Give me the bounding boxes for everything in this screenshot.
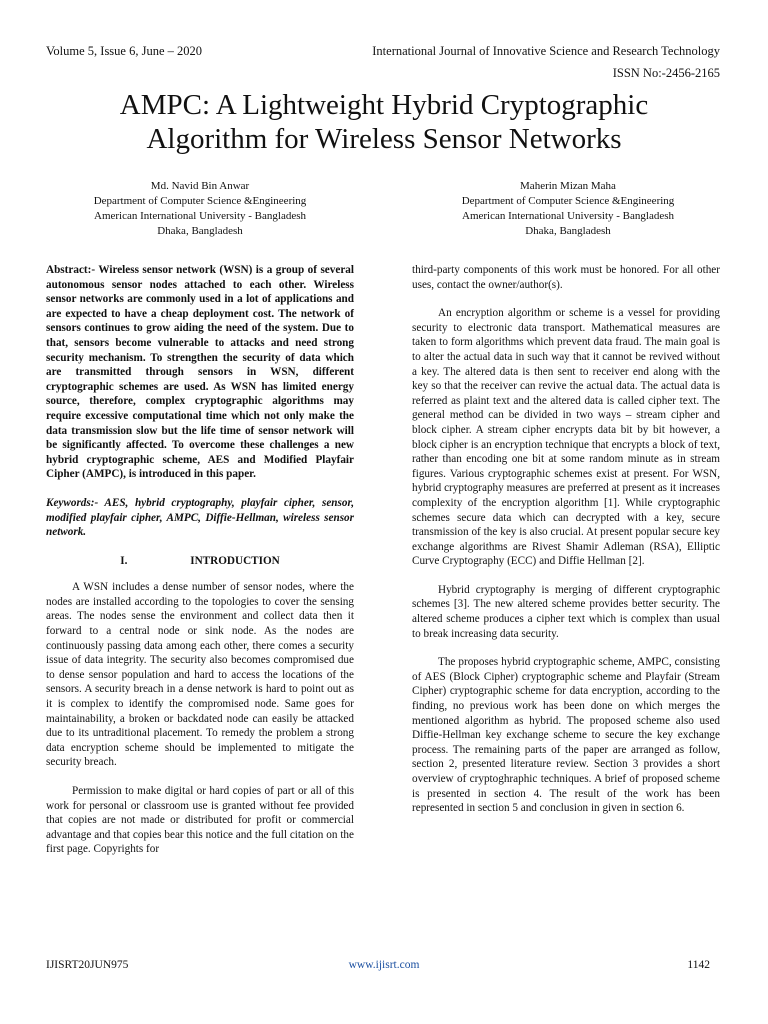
author-name: Md. Navid Bin Anwar xyxy=(150,180,250,192)
volume-issue: Volume 5, Issue 6, June – 2020 xyxy=(46,44,203,58)
right-column xyxy=(412,263,720,830)
author-city: Dhaka, Bangladesh xyxy=(525,225,611,237)
intro-paragraph-proposal: The proposes hybrid cryptographic scheme, AMPC, consisting of AES (Block Cipher) cryptographic scheme and Playfair (Stream Cipher) cryptographic scheme for data encryption, according to the finding, no previous work has been done on which merges the mentioned algorithm as hybrid. The proposed scheme also used Diffie-Hellman key exchange scheme to secure the key exchange process. The remaining parts of the paper are arranged as follow, section 2, presented literature review. Section 3 provides a short overview of cryptoghraphic techniques. A brief of proposed scheme is presented in section 4. The result of the work has been represented in section 5 and conclusion in given in section 6. xyxy=(412,656,720,815)
author-block-2 xyxy=(368,179,768,239)
intro-paragraph-hybrid: Hybrid cryptography is merging of different cryptographic schemes [3]. The new altered scheme provides better security. The altered scheme produces a cipher text which is complex than usual to break increasing data security. xyxy=(412,583,720,640)
title-line-1: AMPC: A Lightweight Hybrid Cryptographic xyxy=(119,89,649,121)
author-name: Maherin Mizan Maha xyxy=(520,180,616,192)
paper-title xyxy=(40,88,728,156)
abstract: Abstract:- Wireless sensor network (WSN) is a group of several autonomous sensor nodes attached to each other. Wireless sensor networks are commonly used in a lot of applications and are expected to have a cheap deployment cost. The network of sensors continues to grow aiding the need of the system. Due to that, sensors become vulnerable to attacks and need strong security mechanism. To strengthen the security of data which are transmitted through sensors in WSN, different cryptographic schemes are used. As WSN has limited energy source, therefore, complex cryptographic algorithms may require excessive computational time which not only make the data transmission slow but the life time of sensor network will be significantly affected. To overcome these challenges a new hybrid cryptographic scheme, AES and Modified Playfair Cipher (AMPC), is introduced in this paper. xyxy=(46,264,354,481)
author-block-1 xyxy=(0,179,400,239)
author-department: Department of Computer Science &Engineering xyxy=(461,195,675,207)
author-city: Dhaka, Bangladesh xyxy=(157,225,243,237)
author-department: Department of Computer Science &Engineering xyxy=(93,195,307,207)
author-university: American International University - Bangladesh xyxy=(94,210,306,222)
keywords: Keywords:- AES, hybrid cryptography, playfair cipher, sensor, modified playfair cipher, AMPC, Diffie-Hellman, wireless sensor network. xyxy=(46,496,354,539)
title-line-2: Algorithm for Wireless Sensor Networks xyxy=(146,123,622,155)
intro-paragraph-1: A WSN includes a dense number of sensor nodes, where the nodes are installed according to the topologies to cover the sensing areas. The nodes sense the environment and collect data then it forward to a central node or sink node. As the nodes are continuously passing data among each other, there comes a security issue of data integrity. The security also becomes compromised due to dense sensor population and hard to access the locations of the sensors. A security breach in a dense network is hard to point out as it is complex to identify the compromised node. Same goes for maintainability, a broken or backdated node can easily be attacked due to its untraditional placement. To remedy the problem a strong data encryption scheme should be implemented to mitigate the security breach. xyxy=(46,581,354,769)
paper-id: IJISRT20JUN975 xyxy=(46,959,129,971)
journal-name: International Journal of Innovative Science and Research Technology xyxy=(372,44,720,58)
section-title: INTRODUCTION xyxy=(190,554,280,567)
section-number: I. xyxy=(120,554,128,567)
intro-paragraph-encryption: An encryption algorithm or scheme is a vessel for providing security to electronic data transport. Mathematical measures are taken to form algorithms which prevent data fraud. The main goal is to alter the actual data in such way that it cannot be revived without a key. The altered data is then sent to receiver end along with the key so that the receiver can revive the actual data. The actual data is referred as plaint text and the altered data is called cipher text. The general method can be divided in two ways – stream cipher and block cipher. A stream cipher encrypts data bit by bit however, a block cipher is an encryption technique that encrypts a block of text, rather than encoding one bit at some random minute as in stream figures. Various cryptographic schemes exist at present. For WSN, hybrid cryptography measures are preferred at present as it increases complexity of the encryption algorithm [1]. While cryptographic schemes secure data which can decrypted with a key, secure transmission of the key is also crucial. At present popular secure key exchange algorithms are Rivest Shamir Adleman (RSA), Elliptic Curve Cryptography (ECC) and Diffie Hellman [2]. xyxy=(412,307,720,568)
author-university: American International University - Bangladesh xyxy=(462,210,674,222)
permission-notice-continued: third-party components of this work must be honored. For all other uses, contact the owner/author(s). xyxy=(412,264,720,291)
journal-website-link[interactable]: www.ijisrt.com xyxy=(348,959,420,971)
section-heading-introduction xyxy=(46,554,354,569)
issn: ISSN No:-2456-2165 xyxy=(612,66,720,80)
left-column xyxy=(46,263,354,871)
permission-notice: Permission to make digital or hard copies of part or all of this work for personal or classroom use is granted without fee provided that copies are not made or distributed for profit or commercial advantage and that copies bear this notice and the full citation on the first page. Copyrights for xyxy=(46,785,354,856)
page-number: 1142 xyxy=(687,959,710,971)
